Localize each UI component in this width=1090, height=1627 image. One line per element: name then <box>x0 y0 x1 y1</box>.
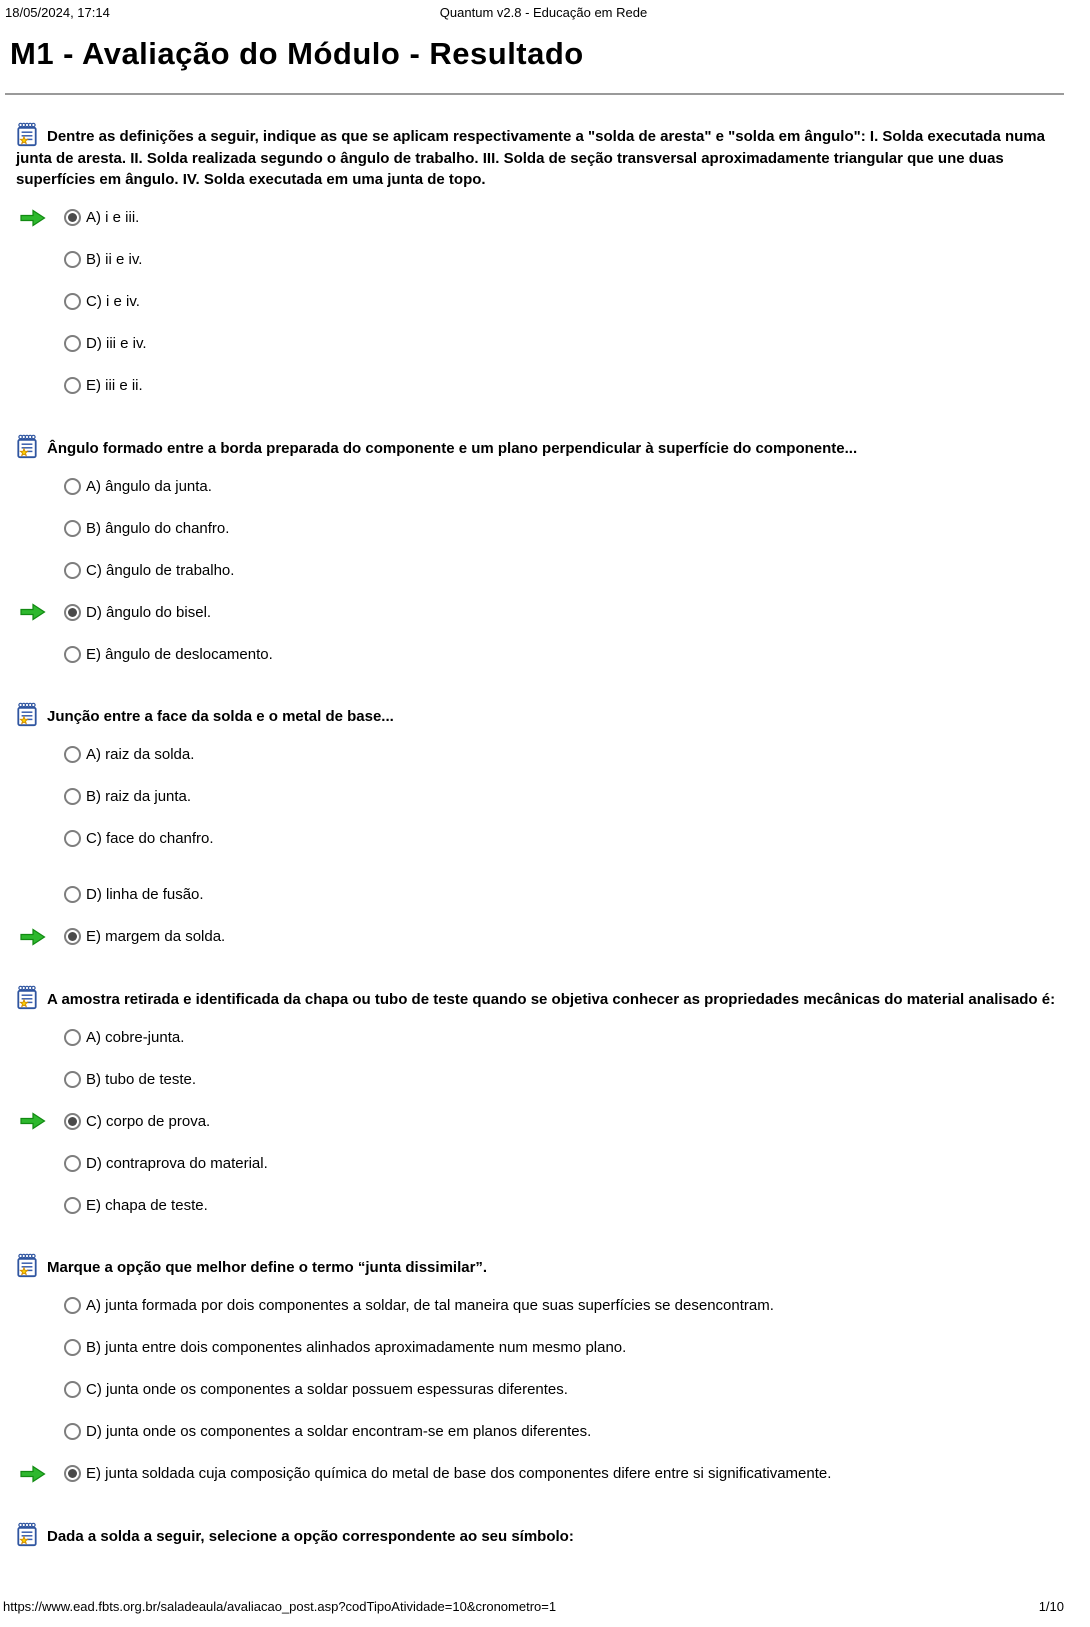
answer-radio[interactable] <box>64 1155 81 1172</box>
answer-option <box>16 776 1074 818</box>
question <box>16 1252 1074 1495</box>
answer-option-label: D) iii e iv. <box>86 335 147 352</box>
question-text: Marque a opção que melhor define o termo “junta dissimilar”. <box>16 1252 1074 1279</box>
answer-option-label: B) raiz da junta. <box>86 788 192 805</box>
answer-option <box>16 239 1074 281</box>
page-number: 1/10 <box>1038 1599 1064 1614</box>
answer-option <box>16 1327 1074 1369</box>
question-text: Dentre as definições a seguir, indique as que se aplicam respectivamente a "solda de aresta" e "solda em ângulo": I. Solda executada numa junta de aresta. II. Solda realizada segundo o ângulo de trabalho. III. Solda de seção transversal aproximadamente triangular que une duas superfícies em ângulo. IV. Solda executada em uma junta de topo. <box>16 121 1074 191</box>
assignment-icon <box>16 1252 38 1278</box>
print-datetime: 18/05/2024, 17:14 <box>5 5 110 20</box>
answer-option-label: A) raiz da solda. <box>86 746 195 763</box>
answer-radio[interactable] <box>64 562 81 579</box>
answer-option-label: C) face do chanfro. <box>86 830 214 847</box>
answer-radio[interactable] <box>64 646 81 663</box>
answer-radio[interactable] <box>64 377 81 394</box>
answer-option-label: C) ângulo de trabalho. <box>86 561 235 579</box>
selected-answer-arrow-icon <box>20 209 46 227</box>
assignment-icon <box>16 701 38 727</box>
answer-option <box>16 916 1074 958</box>
question <box>16 433 1074 676</box>
answer-option-label: D) ângulo do bisel. <box>86 603 212 621</box>
answer-option <box>16 281 1074 323</box>
answer-option-label: C) junta onde os componentes a soldar possuem espessuras diferentes. <box>86 1381 568 1398</box>
answer-option-label: A) i e iii. <box>86 209 140 226</box>
answer-option <box>16 1369 1074 1411</box>
answer-radio[interactable] <box>64 830 81 847</box>
answer-option-label: E) junta soldada cuja composição química do metal de base dos componentes difere entre si significativamente. <box>86 1465 832 1482</box>
answer-option <box>16 1411 1074 1453</box>
print-footer <box>3 1599 1064 1614</box>
quiz-result-content <box>0 121 1090 1547</box>
answer-option <box>16 1285 1074 1327</box>
answer-option <box>16 1453 1074 1495</box>
answer-radio[interactable] <box>64 293 81 310</box>
answer-option-label: A) cobre-junta. <box>86 1028 185 1046</box>
title-divider <box>5 93 1064 95</box>
question-text: Ângulo formado entre a borda preparada do componente e um plano perpendicular à superfície do componente... <box>16 433 1074 460</box>
answer-option-label: E) ângulo de deslocamento. <box>86 645 273 663</box>
answer-radio[interactable] <box>64 251 81 268</box>
question-text: Junção entre a face da solda e o metal de base... <box>16 701 1074 728</box>
answer-radio[interactable] <box>64 604 81 621</box>
answer-radio[interactable] <box>64 746 81 763</box>
answer-radio[interactable] <box>64 478 81 495</box>
answer-radio[interactable] <box>64 928 81 945</box>
answer-option-label: B) junta entre dois componentes alinhados aproximadamente num mesmo plano. <box>86 1339 627 1356</box>
answer-option <box>16 1100 1074 1142</box>
answer-option-label: B) ii e iv. <box>86 251 143 268</box>
answer-radio[interactable] <box>64 209 81 226</box>
answer-option <box>16 465 1074 507</box>
answer-radio[interactable] <box>64 520 81 537</box>
selected-answer-arrow-icon <box>20 928 46 946</box>
answer-option <box>16 323 1074 365</box>
answer-option <box>16 1058 1074 1100</box>
question-text: A amostra retirada e identificada da chapa ou tubo de teste quando se objetiva conhecer as propriedades mecânicas do material analisado é: <box>16 984 1074 1011</box>
app-title: Quantum v2.8 - Educação em Rede <box>439 5 648 20</box>
selected-answer-arrow-icon <box>20 1465 46 1483</box>
assignment-icon <box>16 433 38 459</box>
answer-radio[interactable] <box>64 1465 81 1482</box>
answer-option-label: A) ângulo da junta. <box>86 477 212 495</box>
answer-option <box>16 507 1074 549</box>
answer-option-label: D) linha de fusão. <box>86 886 204 903</box>
assignment-icon <box>16 984 38 1010</box>
answer-option-label: C) i e iv. <box>86 293 140 310</box>
selected-answer-arrow-icon <box>20 603 46 621</box>
answer-radio[interactable] <box>64 886 81 903</box>
question <box>16 121 1074 407</box>
answer-radio[interactable] <box>64 1423 81 1440</box>
answer-option <box>16 365 1074 407</box>
answer-option-label: C) corpo de prova. <box>86 1112 211 1130</box>
question <box>16 1521 1074 1548</box>
answer-option-label: B) tubo de teste. <box>86 1070 197 1088</box>
answer-radio[interactable] <box>64 1297 81 1314</box>
answer-option <box>16 1016 1074 1058</box>
answer-option-label: E) chapa de teste. <box>86 1196 208 1214</box>
answer-option <box>16 734 1074 776</box>
assignment-icon <box>16 1521 38 1547</box>
answer-option-label: D) contraprova do material. <box>86 1154 268 1172</box>
question <box>16 984 1074 1227</box>
answer-radio[interactable] <box>64 1029 81 1046</box>
footer-url: https://www.ead.fbts.org.br/saladeaula/avaliacao_post.asp?codTipoAtividade=10&cronometro=1 <box>3 1599 557 1614</box>
page-title: M1 - Avaliação do Módulo - Resultado <box>10 36 584 71</box>
answer-radio[interactable] <box>64 1197 81 1214</box>
answer-option <box>16 549 1074 591</box>
question <box>16 701 1074 958</box>
selected-answer-arrow-icon <box>20 1112 46 1130</box>
assignment-icon <box>16 121 38 147</box>
answer-option-label: E) iii e ii. <box>86 377 143 394</box>
answer-option <box>16 874 1074 916</box>
answer-option-label: B) ângulo do chanfro. <box>86 519 230 537</box>
answer-radio[interactable] <box>64 1339 81 1356</box>
answer-radio[interactable] <box>64 1071 81 1088</box>
answer-option-label: E) margem da solda. <box>86 928 226 945</box>
print-header <box>0 0 1090 20</box>
answer-option <box>16 591 1074 633</box>
answer-option-label: D) junta onde os componentes a soldar encontram-se em planos diferentes. <box>86 1423 592 1440</box>
answer-option <box>16 818 1074 860</box>
question-text: Dada a solda a seguir, selecione a opção correspondente ao seu símbolo: <box>16 1521 1074 1548</box>
answer-option-label: A) junta formada por dois componentes a soldar, de tal maneira que suas superfícies se desencontram. <box>86 1297 774 1314</box>
answer-option <box>16 633 1074 675</box>
answer-option <box>16 1184 1074 1226</box>
answer-radio[interactable] <box>64 1113 81 1130</box>
answer-radio[interactable] <box>64 788 81 805</box>
answer-option <box>16 197 1074 239</box>
answer-radio[interactable] <box>64 335 81 352</box>
answer-option <box>16 1142 1074 1184</box>
answer-radio[interactable] <box>64 1381 81 1398</box>
